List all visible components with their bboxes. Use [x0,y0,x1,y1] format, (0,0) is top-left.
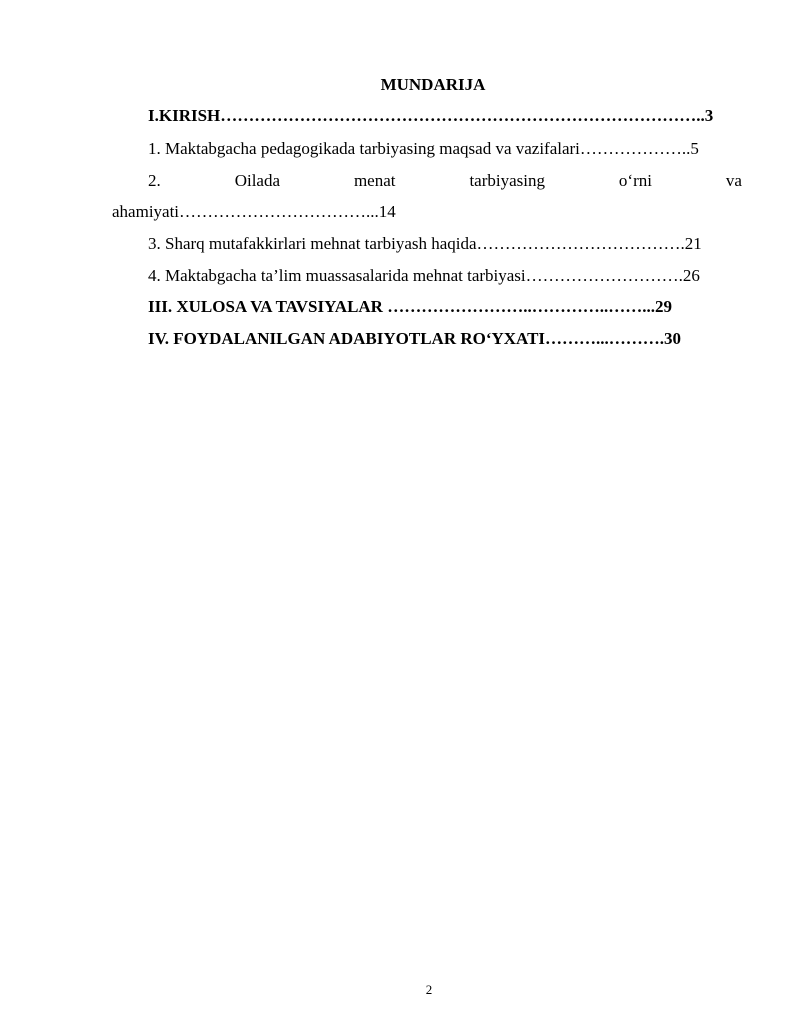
toc-title: MUNDARIJA [380,75,486,94]
toc-entry-2-word: Oilada [234,171,281,190]
toc-entry-2-word: tarbiyasing [469,171,545,190]
toc-entry-3: 3. Sharq mutafakkirlari mehnat tarbiyash haqida……………………………….21 [148,234,702,253]
page-number: 2 [425,982,433,997]
toc-entry-xulosa: III. XULOSA VA TAVSIYALAR ……………………..…………..……...29 [148,297,672,316]
toc-entry-2-word: 2. [148,171,161,190]
toc-entry-2-continuation: ahamiyati……………………………...14 [112,202,396,221]
toc-entry-2-word: o‘rni [618,171,652,190]
toc-entry-1: 1. Maktabgacha pedagogikada tarbiyasing maqsad va vazifalari………………..5 [148,139,699,158]
toc-entry-2 [148,170,742,192]
toc-entry-2-word: va [725,171,742,190]
toc-entry-2-word: menat [353,171,396,190]
toc-entry-4: 4. Maktabgacha ta’lim muassasalarida mehnat tarbiyasi……………………….26 [148,266,700,285]
toc-entry-kirish: I.KIRISH…………………………………………………………………………..3 [148,106,714,125]
toc-entry-adabiyotlar: IV. FOYDALANILGAN ADABIYOTLAR RO‘YXATI………...……….30 [148,329,682,348]
